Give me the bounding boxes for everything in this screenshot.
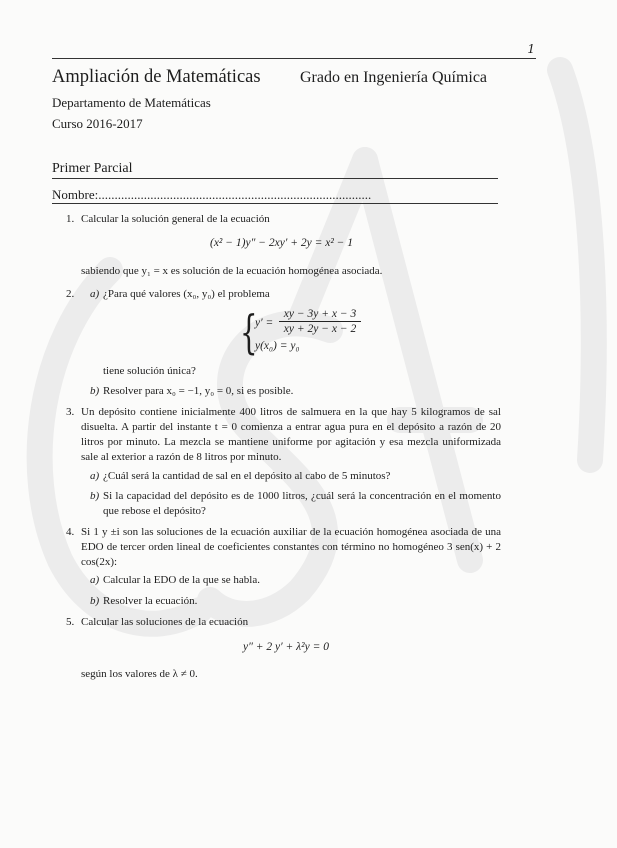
problem-3a-text: ¿Cuál será la cantidad de sal en el depósito al cabo de 5 minutos? — [103, 470, 391, 482]
problem-3-text: Un depósito contiene inicialmente 400 litros de salmuera en la que hay 5 kilogramos de sal disuelta. A partir del instante t = 0 comienza a entrar agua pura en el depósito a razón de 20 litros por minuto. La mezcla se mantiene uniforme por agitación y esa mezcla uniformizada sale al exterior a razón de 8 litros por minuto. — [81, 406, 501, 463]
problem-5-condition: según los valores de λ ≠ 0. — [81, 668, 198, 680]
problem-4a-text: Calcular la EDO de la que se habla. — [103, 574, 260, 586]
problem-5-number: 5. — [66, 616, 75, 628]
problem-3b-label: b) — [90, 490, 100, 502]
problem-5-intro: Calcular las soluciones de la ecuación — [81, 616, 249, 628]
fraction-bar — [279, 321, 361, 322]
degree-name: Grado en Ingeniería Química — [300, 69, 488, 86]
problem-3a-label: a) — [90, 470, 100, 482]
problem-2b-text: Resolver para x₀ = −1, y₀ = 0, si es posible. — [103, 385, 294, 397]
problem-4b-text: Resolver la ecuación. — [103, 595, 198, 607]
problem-2a-text: ¿Para qué valores (x₀, y₀) el problema — [103, 288, 270, 300]
problem-3b-text: Si la capacidad del depósito es de 1000 litros, ¿cuál será la concentración en el momento que rebose el depósito? — [103, 490, 501, 517]
system-lhs: y′ = — [255, 317, 274, 329]
name-field: Nombre:.................................................................................... — [52, 187, 372, 202]
course-title: Ampliación de Matemáticas — [52, 67, 261, 87]
problem-2b-label: b) — [90, 385, 100, 397]
problem-1-condition: sabiendo que y₁ = x es solución de la ecuación homogénea asociada. — [81, 265, 383, 277]
department: Departamento de Matemáticas — [52, 95, 211, 110]
system-initial-condition: y(x₀) = y₀ — [255, 340, 300, 352]
problem-4a-label: a) — [90, 574, 100, 586]
top-rule — [52, 58, 536, 59]
page-number: 1 — [527, 42, 535, 56]
system-brace: { — [240, 305, 258, 359]
fraction-numerator: xy − 3y + x − 3 — [283, 308, 357, 320]
problem-2a-label: a) — [90, 288, 100, 300]
system-fraction — [279, 308, 361, 335]
problem-1-number: 1. — [66, 213, 75, 225]
problem-5-equation: y″ + 2 y′ + λ²y = 0 — [243, 641, 329, 653]
problem-3-number: 3. — [66, 406, 75, 418]
problem-2a-end: tiene solución única? — [103, 365, 196, 377]
problem-2-number: 2. — [66, 288, 75, 300]
problem-4-number: 4. — [66, 526, 75, 538]
exam-rule — [52, 178, 498, 179]
problem-4b-label: b) — [90, 595, 100, 607]
problem-1-intro: Calcular la solución general de la ecuación — [81, 213, 270, 225]
exam-title: Primer Parcial — [52, 161, 133, 176]
academic-year: Curso 2016-2017 — [52, 116, 143, 131]
fraction-denominator: xy + 2y − x − 2 — [283, 323, 357, 335]
problem-4-text: Si 1 y ±i son las soluciones de la ecuación auxiliar de la ecuación homogénea asociada de una EDO de tercer orden lineal de coeficientes constantes con término no homogéneo 3 sen(x) + 2 cos(2x): — [81, 526, 501, 568]
problem-1-equation: (x² − 1)y″ − 2xy′ + 2y = x² − 1 — [210, 237, 354, 249]
name-rule — [52, 203, 498, 204]
